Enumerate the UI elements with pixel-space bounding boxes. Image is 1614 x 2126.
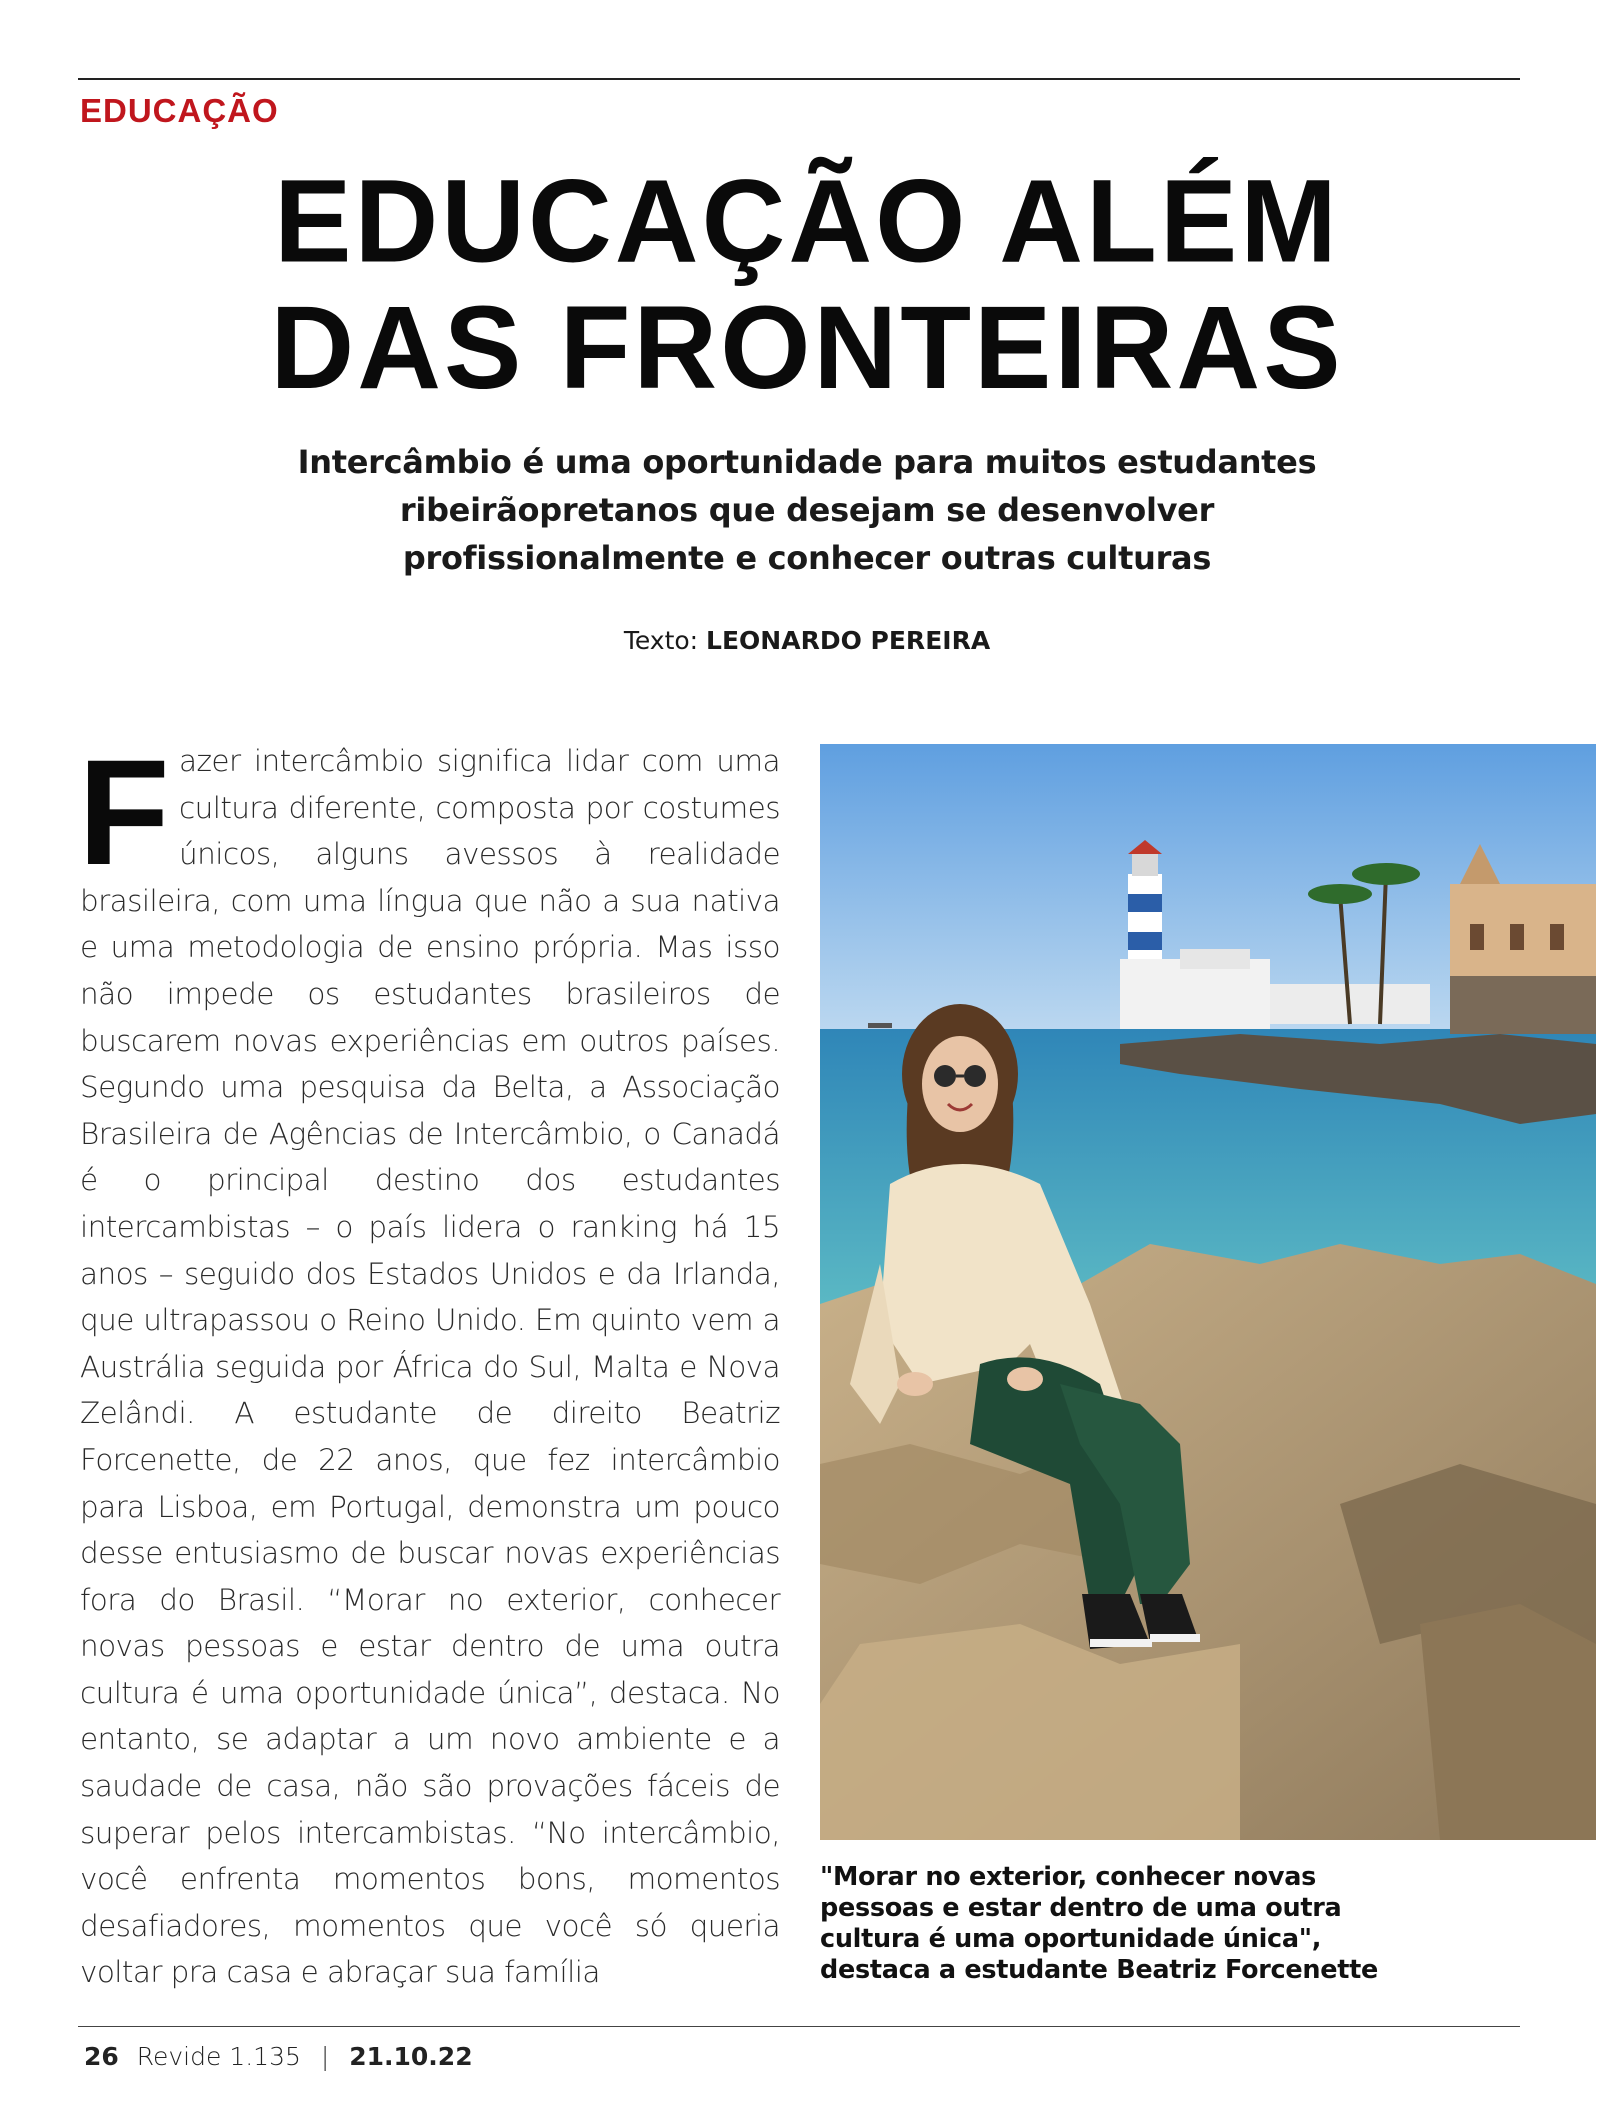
issue-date: 21.10.22 [349, 2042, 473, 2071]
magazine-issue: Revide 1.135 [136, 2042, 301, 2071]
subheadline: Intercâmbio é uma oportunidade para muitos estudantes ribeirãopretanos que desejam se desenvolver profissionalmente e conhecer outras culturas [297, 443, 1317, 577]
bottom-rule [78, 2026, 1520, 2027]
section-label: EDUCAÇÃO [80, 92, 279, 129]
footer-separator: | [320, 2042, 330, 2071]
photo-caption: "Morar no exterior, conhecer novas pessoas e estar dentro de uma outra cultura é uma oportunidade única", destaca a estudante Beatriz Forcenette [820, 1862, 1378, 1985]
headline-line-1: EDUCAÇÃO ALÉM [274, 154, 1340, 288]
byline-author: LEONARDO PEREIRA [706, 626, 991, 655]
byline [0, 626, 1614, 655]
top-rule [78, 78, 1520, 80]
article-text: azer intercâmbio significa lidar com uma cultura diferente, composta por costumes únicos, alguns avessos à realidade brasileira, com uma língua que não a sua nativa e uma metodologia de ensino própria. Mas isso não impede os estudantes brasileiros de buscarem novas experiências em outros países. Segundo uma pesquisa da Belta, a Associação Brasileira de Agências de Intercâmbio, o Canadá é o principal destino dos estudantes intercambistas – o país lidera o ranking há 15 anos – seguido dos Estados Unidos e da Irlanda, que ultrapassou o Reino Unido. Em quinto vem a Austrália seguida por África do Sul, Malta e Nova Zelândi. A estudante de direito Beatriz Forcenette, de 22 anos, que fez intercâmbio para Lisboa, em Portugal, demonstra um pouco desse entusiasmo de buscar novas experiências fora do Brasil. “Morar no exterior, conhecer novas pessoas e estar dentro de uma outra cultura é uma oportunidade única”, destaca. No entanto, se adaptar a um novo ambiente e a saudade de casa, não são provações fáceis de superar pelos intercambistas. “No intercâmbio, você enfrenta momentos bons, momentos desafiadores, momentos que você só queria voltar pra casa e abraçar sua família [80, 744, 780, 1990]
page-number: 26 [84, 2042, 119, 2071]
headline [0, 154, 1614, 414]
article-photo [820, 744, 1596, 1840]
headline-line-2: DAS FRONTEIRAS [270, 280, 1344, 414]
photo-illustration [820, 744, 1596, 1840]
byline-label: Texto: [623, 626, 699, 655]
ship [868, 1023, 892, 1028]
article-body [78, 728, 780, 1996]
page-footer [84, 2042, 473, 2071]
drop-cap: F [78, 728, 170, 896]
